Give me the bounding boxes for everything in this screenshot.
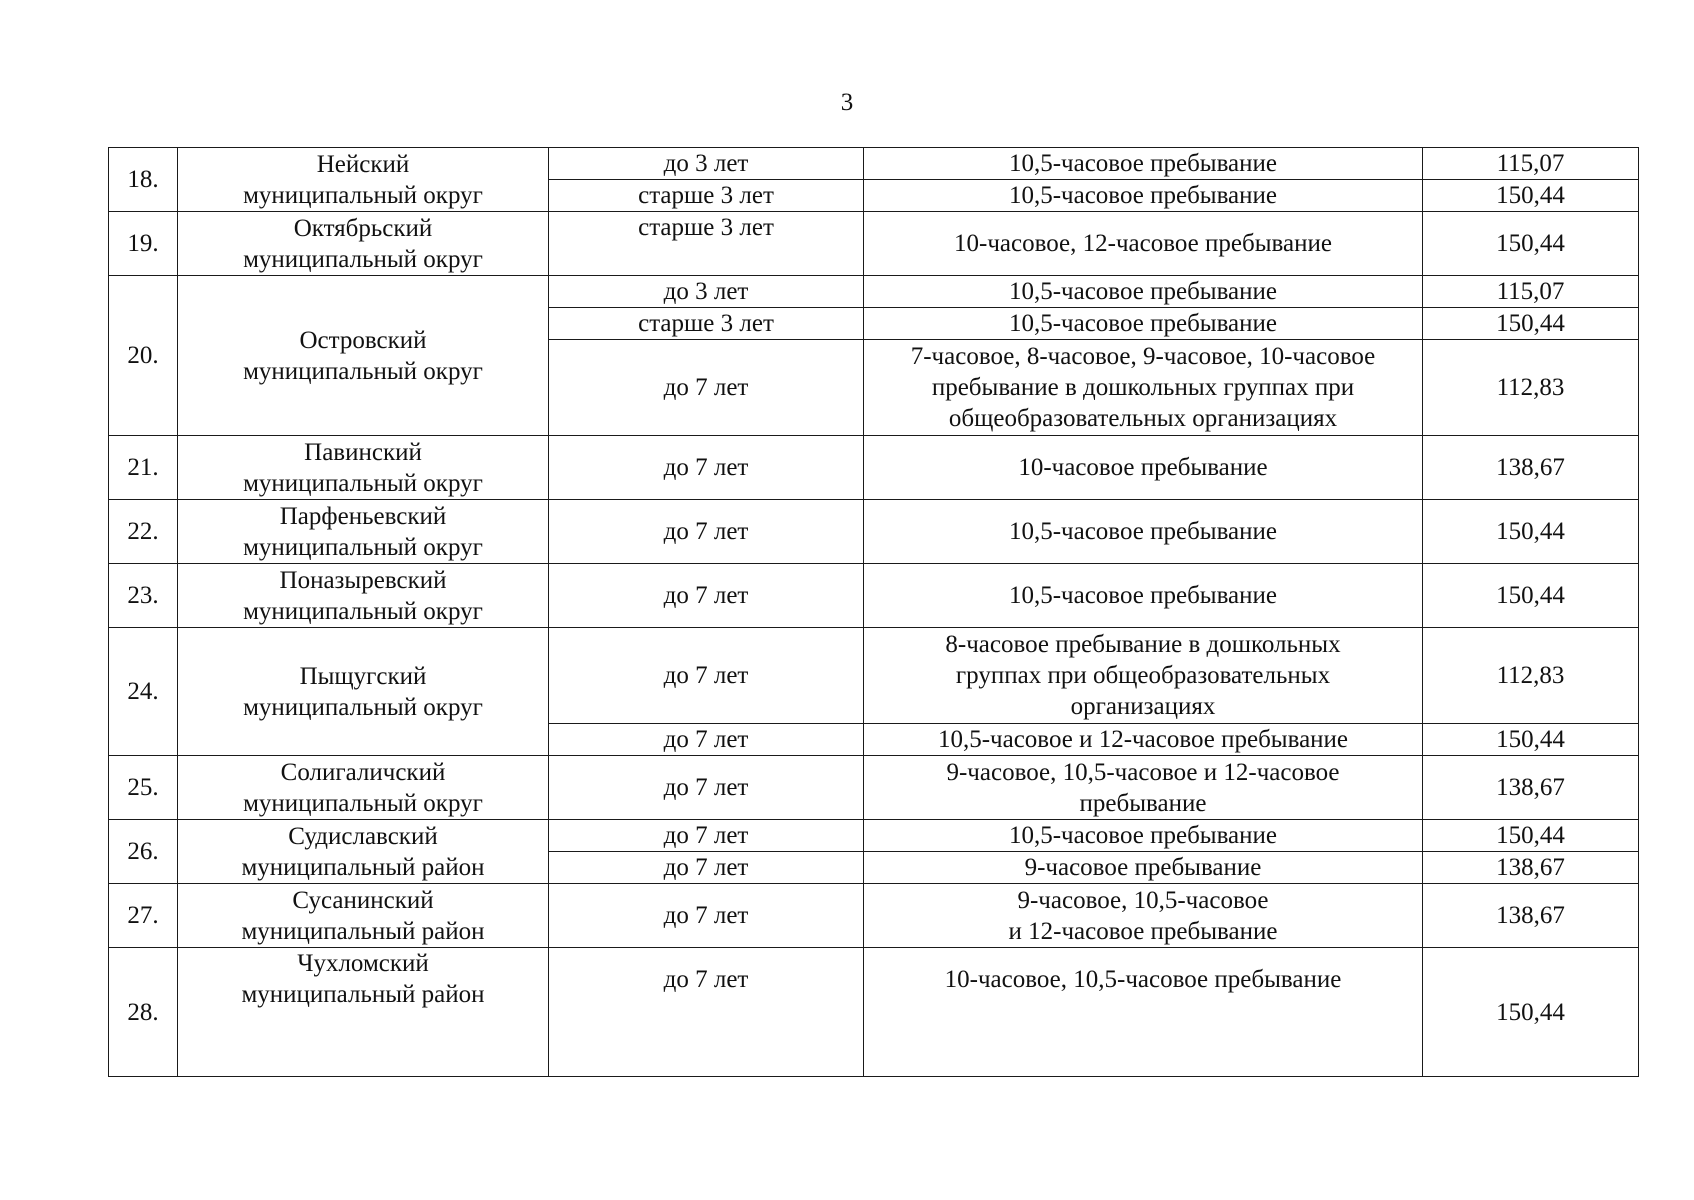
table-row [109,500,1639,564]
table-row [109,628,1639,724]
stay-mode: 8-часовое пребывание в дошкольных группах при общеобразовательных организациях [864,628,1423,724]
rate-value: 150,44 [1423,724,1639,756]
district-name: Островский муниципальный округ [178,276,549,436]
stay-mode: 9-часовое, 10,5-часовое и 12-часовое пребывание [864,756,1423,820]
row-number: 22. [109,500,178,564]
row-number: 26. [109,820,178,884]
stay-mode: 9-часовое пребывание [864,852,1423,884]
row-number: 20. [109,276,178,436]
table-row [109,756,1639,820]
age-group: до 7 лет [549,724,864,756]
rate-value: 150,44 [1423,948,1639,1077]
rate-value: 150,44 [1423,180,1639,212]
stay-mode: 10,5-часовое пребывание [864,820,1423,852]
age-group: до 3 лет [549,148,864,180]
district-name: Павинский муниципальный округ [178,436,549,500]
table-row [109,276,1639,308]
row-number: 28. [109,948,178,1077]
table-row [109,212,1639,276]
table-row [109,884,1639,948]
table-row [109,948,1639,1077]
age-group: до 7 лет [549,820,864,852]
stay-mode: 10-часовое, 10,5-часовое пребывание [864,948,1423,1077]
age-group: до 7 лет [549,436,864,500]
rate-value: 138,67 [1423,756,1639,820]
stay-mode: 10,5-часовое пребывание [864,564,1423,628]
stay-mode: 10,5-часовое пребывание [864,308,1423,340]
row-number: 27. [109,884,178,948]
district-name: Пыщугский муниципальный округ [178,628,549,756]
table-row [109,820,1639,852]
rate-value: 150,44 [1423,308,1639,340]
age-group: до 7 лет [549,500,864,564]
age-group: старше 3 лет [549,180,864,212]
district-name: Парфеньевский муниципальный округ [178,500,549,564]
rate-value: 150,44 [1423,212,1639,276]
table-row [109,148,1639,180]
rate-value: 115,07 [1423,148,1639,180]
stay-mode: 10-часовое, 12-часовое пребывание [864,212,1423,276]
page-number: 3 [840,89,854,116]
age-group: до 7 лет [549,756,864,820]
rate-value: 112,83 [1423,340,1639,436]
stay-mode: 10,5-часовое пребывание [864,500,1423,564]
rate-value: 138,67 [1423,884,1639,948]
rates-table [108,147,1639,1077]
district-name: Солигаличский муниципальный округ [178,756,549,820]
age-group: до 3 лет [549,276,864,308]
stay-mode: 9-часовое, 10,5-часовое и 12-часовое пребывание [864,884,1423,948]
stay-mode: 7-часовое, 8-часовое, 9-часовое, 10-часовое пребывание в дошкольных группах при общеобразовательных организациях [864,340,1423,436]
stay-mode: 10,5-часовое и 12-часовое пребывание [864,724,1423,756]
row-number: 21. [109,436,178,500]
district-name: Октябрьский муниципальный округ [178,212,549,276]
age-group: до 7 лет [549,564,864,628]
rate-value: 138,67 [1423,436,1639,500]
age-group: до 7 лет [549,340,864,436]
row-number: 25. [109,756,178,820]
district-name: Судиславский муниципальный район [178,820,549,884]
district-name: Чухломский муниципальный район [178,948,549,1077]
table-row [109,564,1639,628]
age-group: до 7 лет [549,948,864,1077]
row-number: 24. [109,628,178,756]
stay-mode: 10-часовое пребывание [864,436,1423,500]
stay-mode: 10,5-часовое пребывание [864,180,1423,212]
age-group: до 7 лет [549,628,864,724]
rate-value: 115,07 [1423,276,1639,308]
rate-value: 150,44 [1423,820,1639,852]
row-number: 23. [109,564,178,628]
stay-mode: 10,5-часовое пребывание [864,148,1423,180]
rate-value: 112,83 [1423,628,1639,724]
table-row [109,436,1639,500]
district-name: Нейский муниципальный округ [178,148,549,212]
age-group: старше 3 лет [549,308,864,340]
rate-value: 150,44 [1423,500,1639,564]
district-name: Поназыревский муниципальный округ [178,564,549,628]
age-group: старше 3 лет [549,212,864,276]
stay-mode: 10,5-часовое пребывание [864,276,1423,308]
row-number: 19. [109,212,178,276]
age-group: до 7 лет [549,884,864,948]
district-name: Сусанинский муниципальный район [178,884,549,948]
rate-value: 138,67 [1423,852,1639,884]
rate-value: 150,44 [1423,564,1639,628]
row-number: 18. [109,148,178,212]
age-group: до 7 лет [549,852,864,884]
